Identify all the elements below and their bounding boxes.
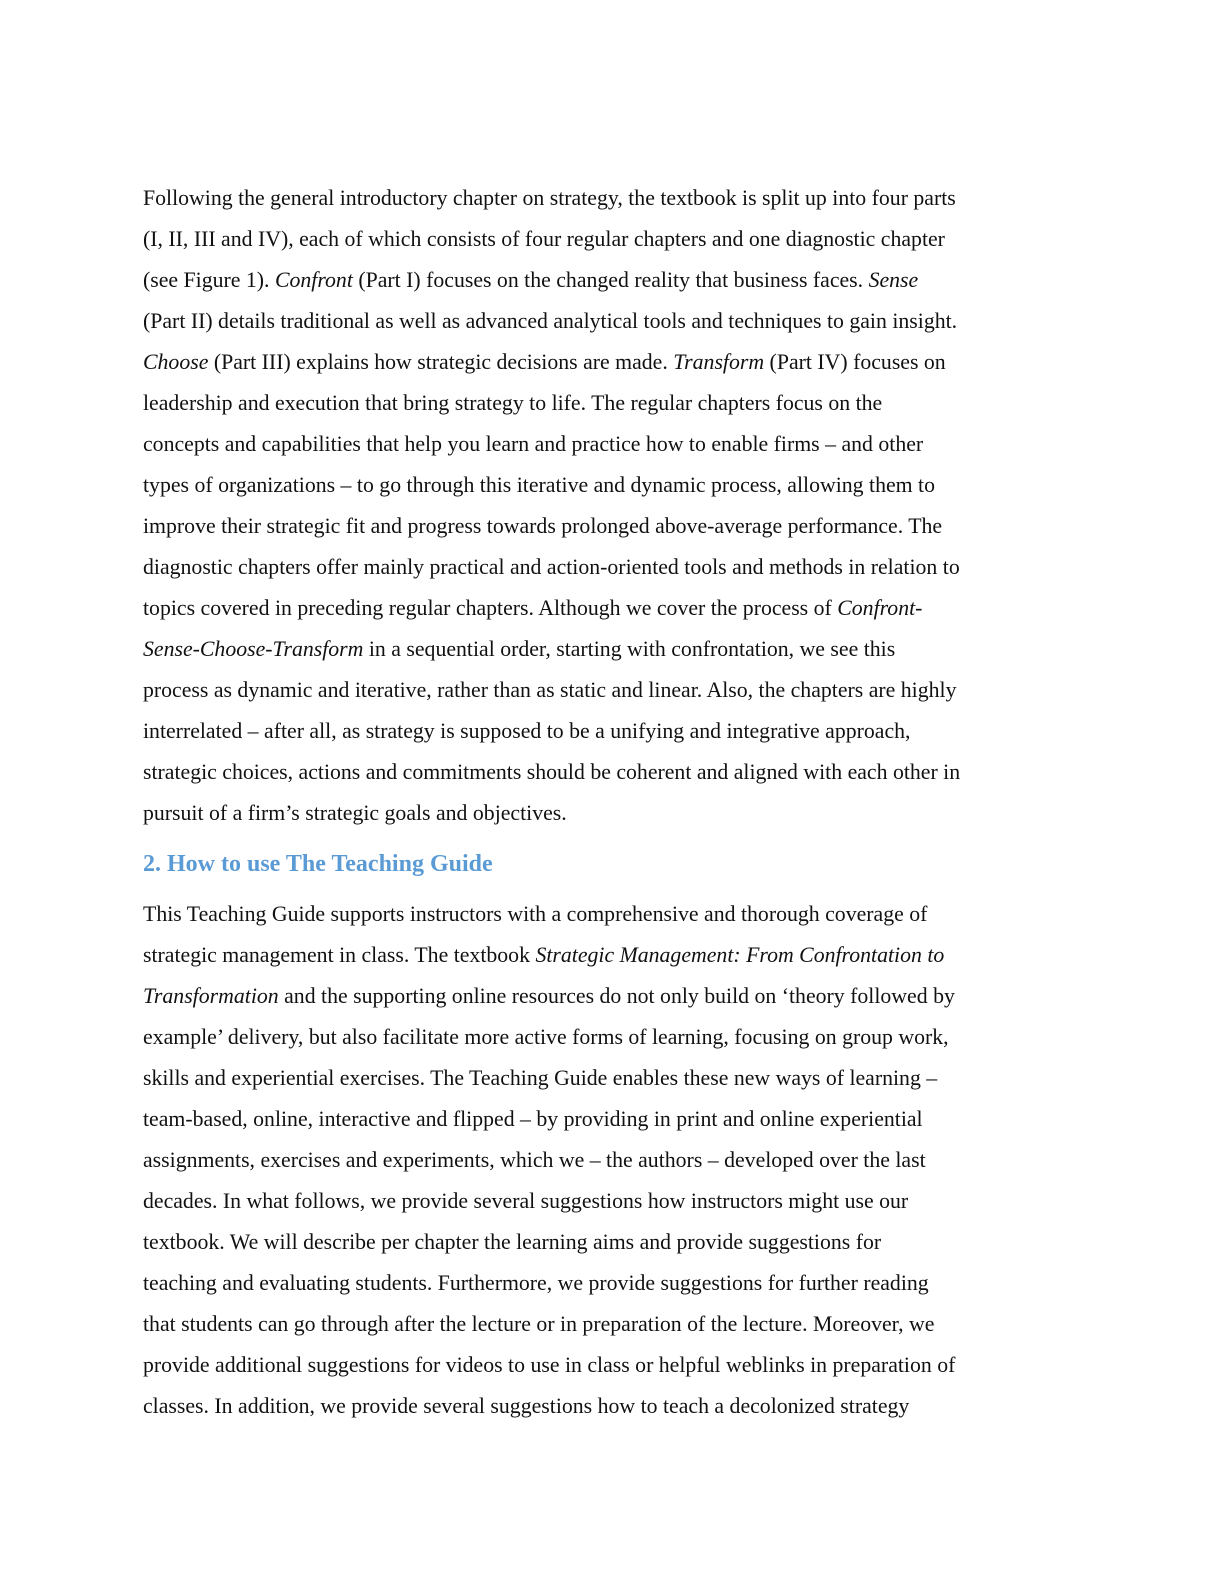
text-line — [143, 506, 1043, 547]
italic-text-run: Transform — [673, 350, 765, 374]
text-line — [143, 383, 1043, 424]
text-run: and the supporting online resources do not only build on ‘theory followed by — [278, 984, 955, 1008]
text-run: provide additional suggestions for videos to use in class or helpful weblinks in preparation of — [143, 1353, 956, 1377]
text-run: concepts and capabilities that help you learn and practice how to enable firms – and other — [143, 432, 924, 456]
text-run: textbook. We will describe per chapter the learning aims and provide suggestions for — [143, 1230, 882, 1254]
text-line — [143, 1181, 1043, 1222]
text-line — [143, 894, 1043, 935]
text-run: (Part III) explains how strategic decisions are made. — [208, 350, 674, 374]
text-line — [143, 1099, 1043, 1140]
italic-text-run: Sense — [868, 268, 919, 292]
italic-text-run: Transformation — [143, 984, 279, 1008]
text-line — [143, 1386, 1043, 1427]
text-run: topics covered in preceding regular chapters. Although we cover the process of — [143, 596, 838, 620]
text-line — [143, 342, 1043, 383]
text-run: strategic choices, actions and commitments should be coherent and aligned with each other in — [143, 760, 961, 784]
text-line — [143, 629, 1043, 670]
text-line — [143, 301, 1043, 342]
text-line — [143, 178, 1043, 219]
text-run: teaching and evaluating students. Furthermore, we provide suggestions for further reading — [143, 1271, 929, 1295]
text-run: that students can go through after the lecture or in preparation of the lecture. Moreover, we — [143, 1312, 935, 1336]
text-run: (I, II, III and IV), each of which consists of four regular chapters and one diagnostic chapter — [143, 227, 945, 251]
text-run: Following the general introductory chapter on strategy, the textbook is split up into four parts — [143, 186, 956, 210]
text-run: example’ delivery, but also facilitate more active forms of learning, focusing on group work, — [143, 1025, 949, 1049]
text-run: classes. In addition, we provide several suggestions how to teach a decolonized strategy — [143, 1394, 910, 1418]
text-run: (see Figure 1). — [143, 268, 275, 292]
text-run: This Teaching Guide supports instructors with a comprehensive and thorough coverage of — [143, 902, 928, 926]
text-run: team-based, online, interactive and flipped – by providing in print and online experiential — [143, 1107, 923, 1131]
text-line — [143, 1304, 1043, 1345]
italic-text-run: Sense-Choose-Transform — [143, 637, 364, 661]
text-line — [143, 1222, 1043, 1263]
page-content — [143, 178, 1043, 1427]
section-heading: 2. How to use The Teaching Guide — [143, 851, 493, 877]
text-line — [143, 752, 1043, 793]
text-run: leadership and execution that bring strategy to life. The regular chapters focus on the — [143, 391, 883, 415]
text-line — [143, 219, 1043, 260]
text-line — [143, 1263, 1043, 1304]
text-line — [143, 260, 1043, 301]
text-line — [143, 1017, 1043, 1058]
text-run: process as dynamic and iterative, rather than as static and linear. Also, the chapters are highly — [143, 678, 957, 702]
text-run: pursuit of a firm’s strategic goals and objectives. — [143, 801, 567, 825]
italic-text-run: Confront — [274, 268, 353, 292]
text-line — [143, 465, 1043, 506]
italic-text-run: Choose — [143, 350, 209, 374]
text-run: skills and experiential exercises. The Teaching Guide enables these new ways of learning – — [143, 1066, 938, 1090]
text-line — [143, 547, 1043, 588]
text-run: (Part II) details traditional as well as advanced analytical tools and techniques to gain insight. — [143, 309, 958, 333]
paragraph-textbook-structure — [143, 178, 1043, 834]
section-heading-wrapper — [143, 848, 1043, 880]
text-run: types of organizations – to go through this iterative and dynamic process, allowing them to — [143, 473, 935, 497]
text-run: improve their strategic fit and progress towards prolonged above-average performance. The — [143, 514, 943, 538]
italic-text-run: Strategic Management: From Confrontation to — [535, 943, 945, 967]
text-line — [143, 1058, 1043, 1099]
text-line — [143, 670, 1043, 711]
text-run: interrelated – after all, as strategy is supposed to be a unifying and integrative approach, — [143, 719, 911, 743]
text-run: (Part IV) focuses on — [764, 350, 946, 374]
text-run: in a sequential order, starting with confrontation, we see this — [363, 637, 896, 661]
text-line — [143, 588, 1043, 629]
text-run: assignments, exercises and experiments, which we – the authors – developed over the last — [143, 1148, 926, 1172]
text-line — [143, 424, 1043, 465]
text-line — [143, 1345, 1043, 1386]
text-line — [143, 976, 1043, 1017]
text-run: decades. In what follows, we provide several suggestions how instructors might use our — [143, 1189, 909, 1213]
italic-text-run: Confront- — [837, 596, 923, 620]
text-line — [143, 1140, 1043, 1181]
paragraph-teaching-guide — [143, 894, 1043, 1427]
text-line — [143, 711, 1043, 752]
text-run: strategic management in class. The textbook — [143, 943, 536, 967]
text-run: diagnostic chapters offer mainly practical and action-oriented tools and methods in relation to — [143, 555, 960, 579]
text-run: (Part I) focuses on the changed reality that business faces. — [352, 268, 869, 292]
text-line — [143, 935, 1043, 976]
text-line — [143, 793, 1043, 834]
